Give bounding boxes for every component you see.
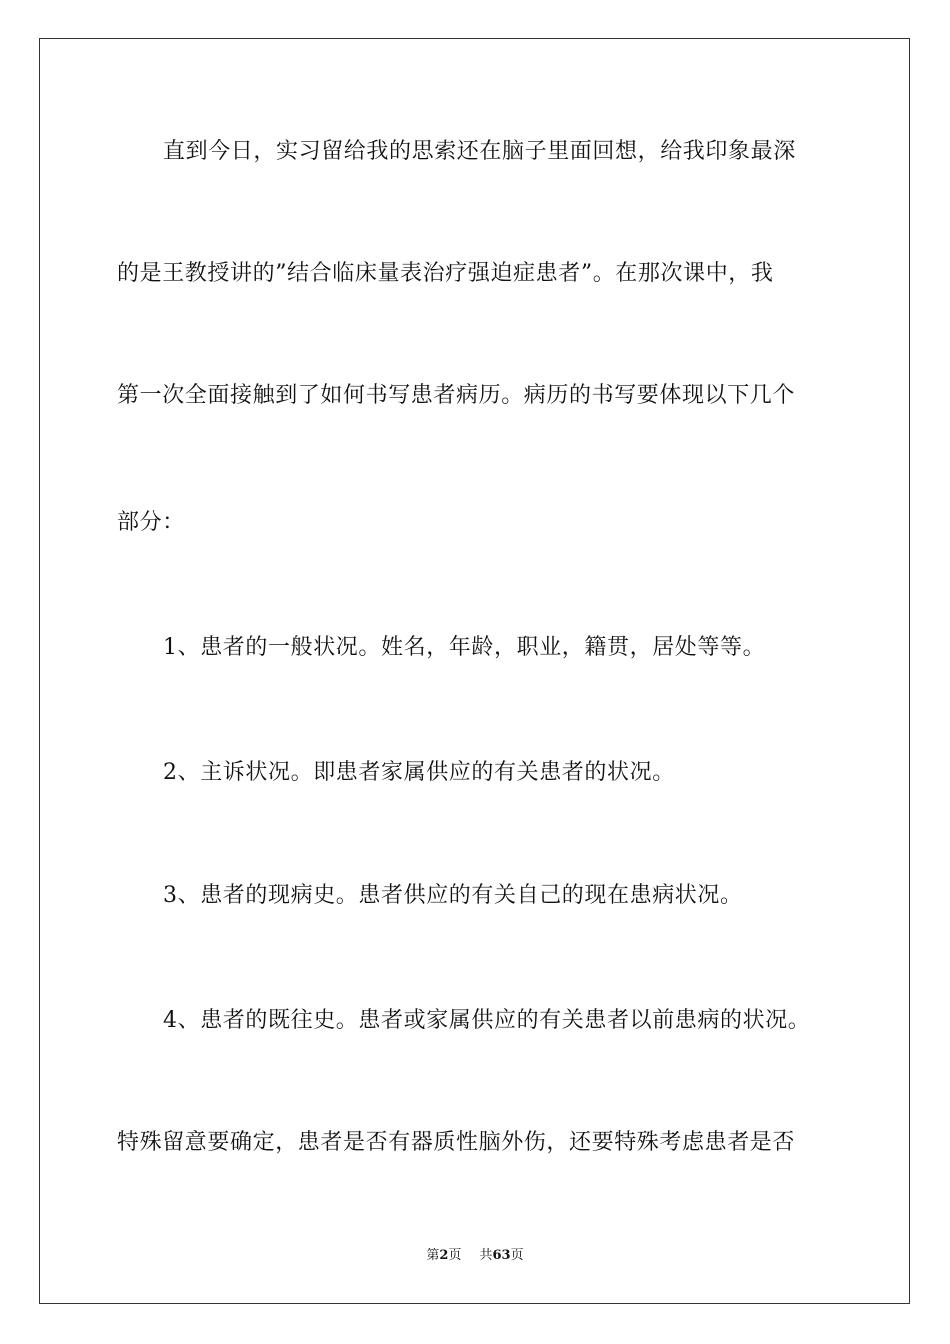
list-item-4: 4、患者的既往史。患者或家属供应的有关患者以前患病的状况。 [163, 1008, 811, 1033]
page-footer [0, 1247, 950, 1265]
paragraph-line-5: 特殊留意要确定，患者是否有器质性脑外伤，还要特殊考虑患者是否 [117, 1130, 796, 1155]
list-item-1: 1、患者的一般状况。姓名，年龄，职业，籍贯，居处等等。 [163, 635, 766, 660]
total-prefix: 共 [479, 1248, 493, 1263]
page-number: 2 [439, 1248, 449, 1263]
page-prefix: 第 [426, 1248, 440, 1263]
list-item-2: 2、主诉状况。即患者家属供应的有关患者的状况。 [163, 760, 675, 785]
total-suffix: 页 [510, 1248, 524, 1263]
total-pages: 63 [492, 1248, 511, 1263]
paragraph-line-3: 第一次全面接触到了如何书写患者病历。病历的书写要体现以下几个 [117, 383, 796, 408]
page-border [39, 38, 910, 1304]
paragraph-line-2: 的是王教授讲的”结合临床量表治疗强迫症患者”。在那次课中，我 [117, 261, 774, 286]
paragraph-line-1: 直到今日，实习留给我的思索还在脑子里面回想，给我印象最深 [163, 139, 796, 164]
paragraph-line-4: 部分： [117, 510, 185, 535]
page-suffix: 页 [448, 1248, 462, 1263]
list-item-3: 3、患者的现病史。患者供应的有关自己的现在患病状况。 [163, 883, 743, 908]
